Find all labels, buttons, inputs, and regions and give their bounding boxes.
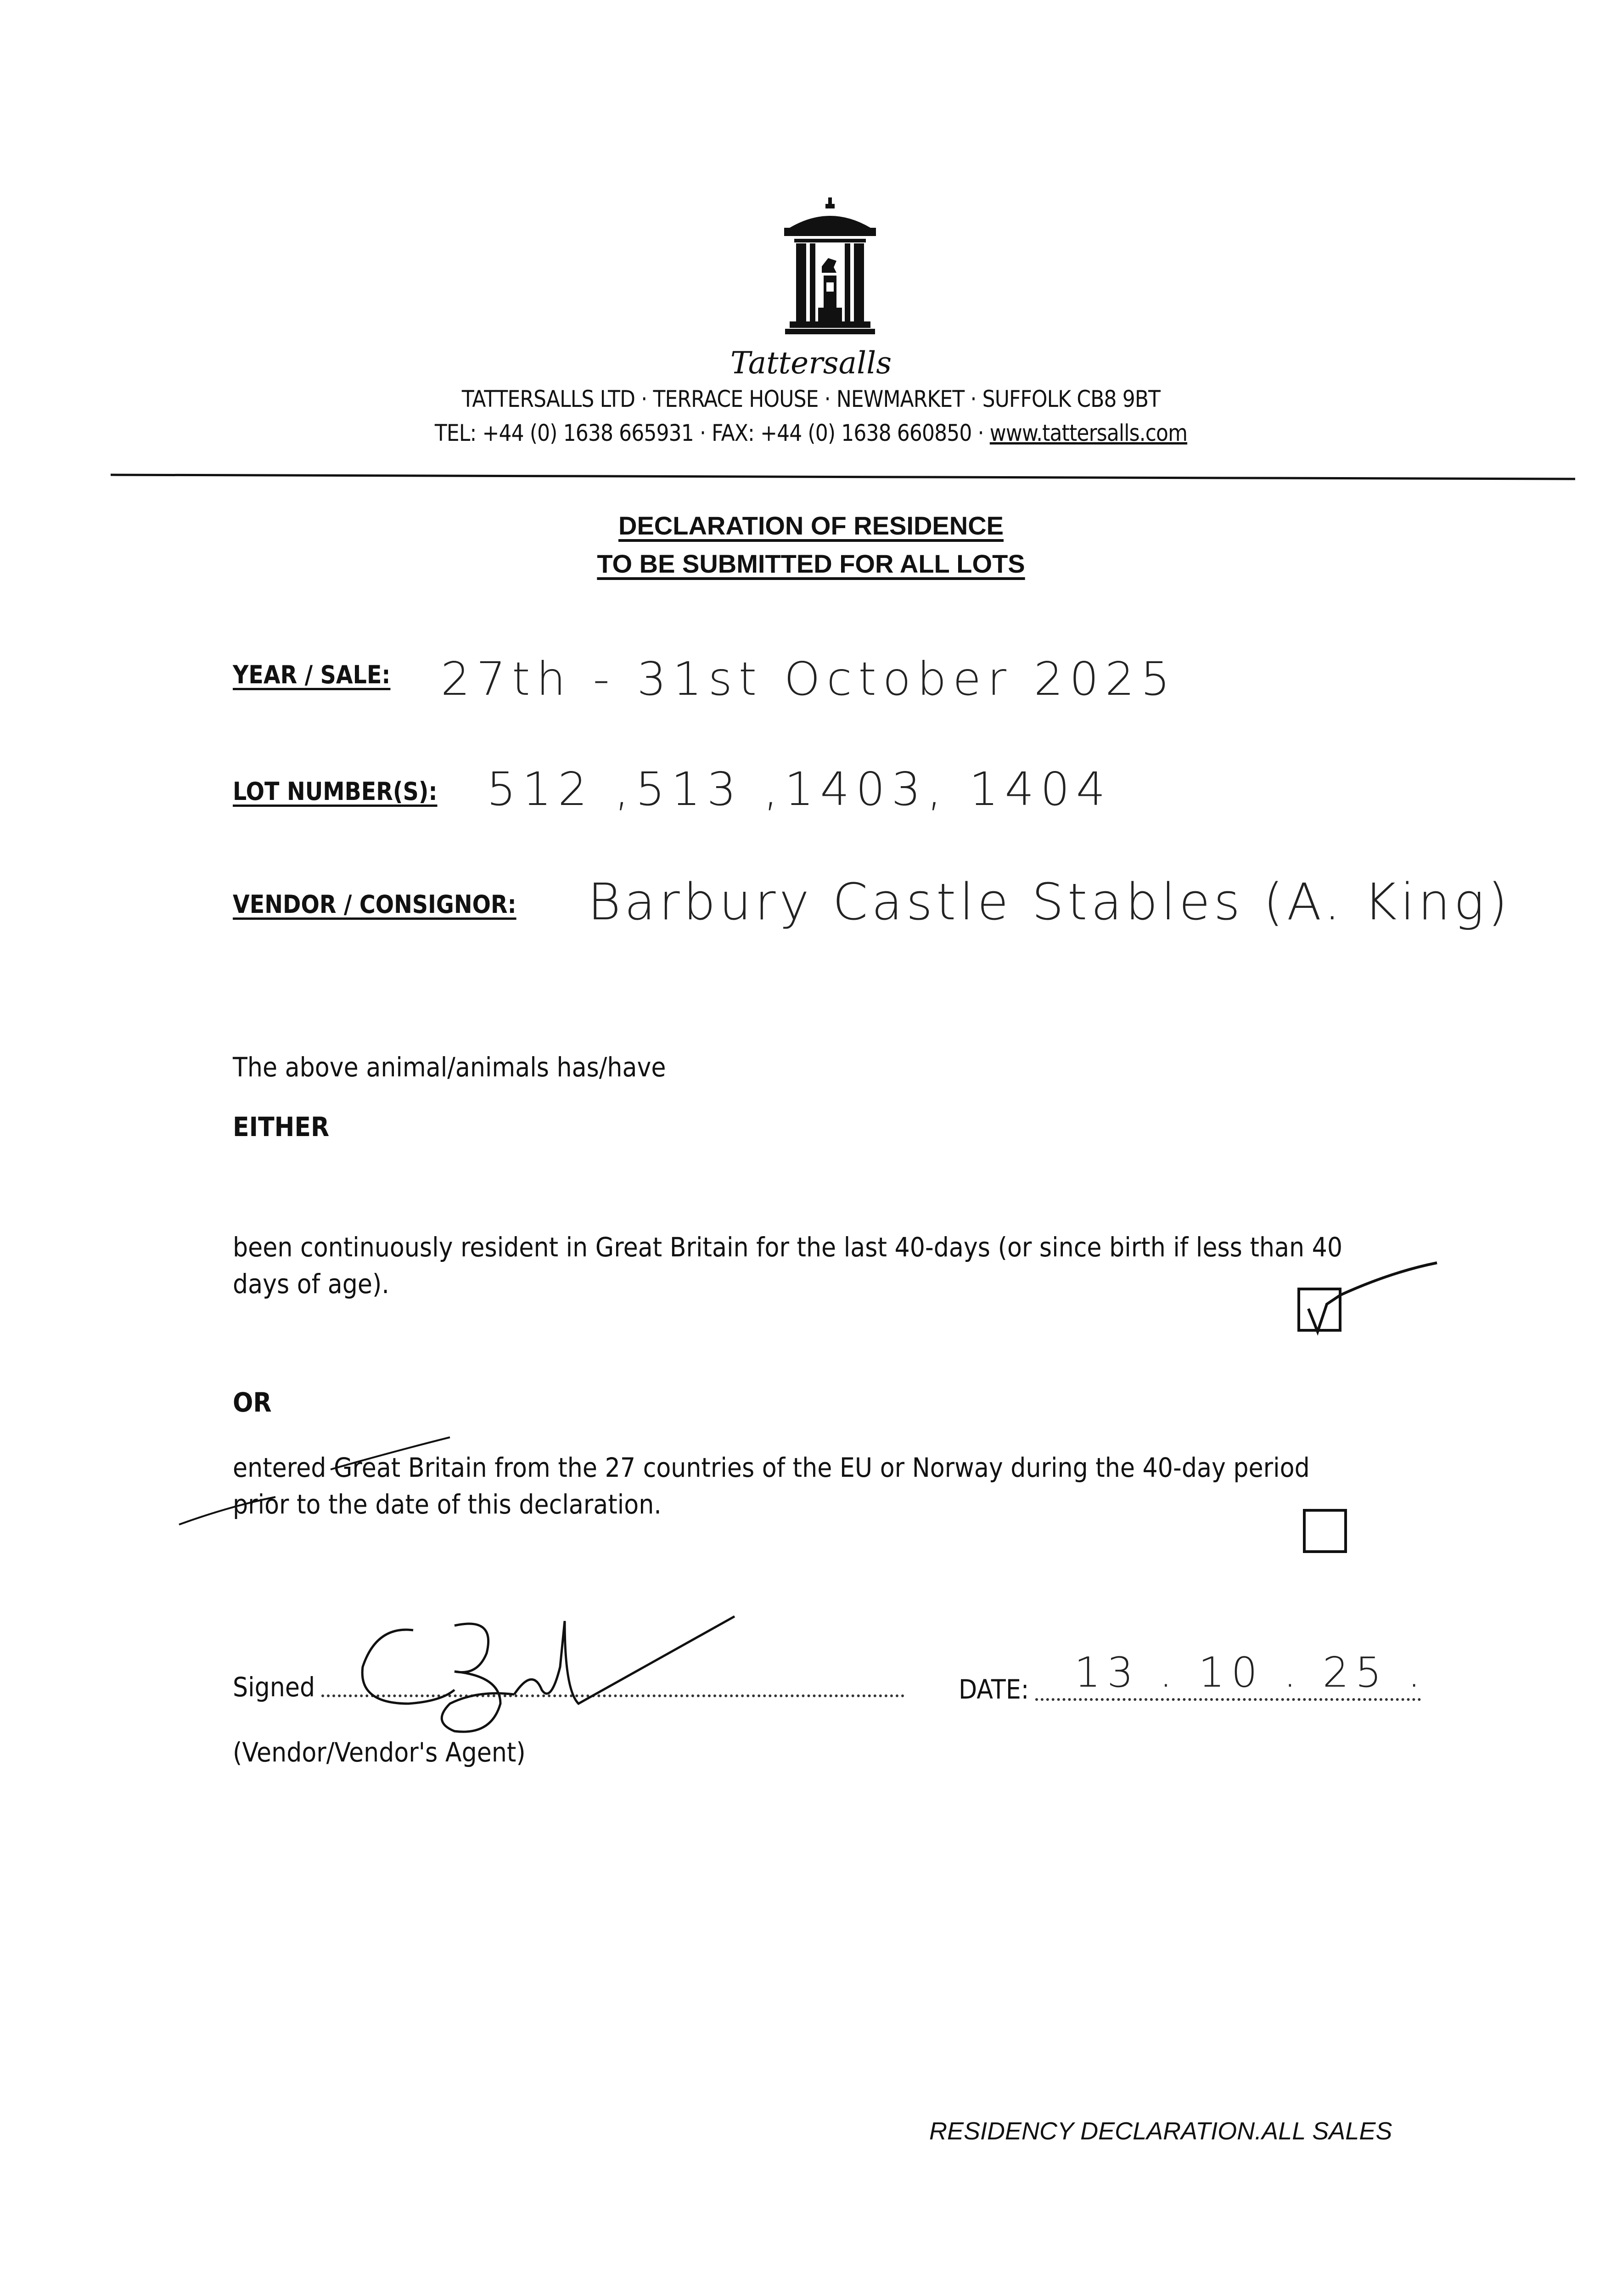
vendor-label: VENDOR / CONSIGNOR: — [233, 890, 516, 919]
year-sale-label: YEAR / SALE: — [233, 660, 391, 689]
strike-through-marks — [174, 1424, 468, 1534]
option1-text-line1: been continuously resident in Great Britain for the last 40-days (or since birth if less than 40 — [233, 1232, 1343, 1263]
header-divider — [111, 474, 1575, 480]
either-label: EITHER — [233, 1111, 330, 1142]
brand-name: Tattersalls — [730, 345, 892, 381]
option2-text-line1: entered Great Britain from the 27 countries of the EU or Norway during the 40-day period — [233, 1452, 1310, 1483]
date-line — [1035, 1698, 1421, 1701]
intro-text: The above animal/animals has/have — [233, 1052, 666, 1083]
website-link[interactable]: www.tattersalls.com — [989, 420, 1188, 446]
vendor-value[interactable]: Barbury Castle Stables (A. King) — [588, 872, 1511, 931]
signed-label: Signed — [233, 1671, 315, 1703]
document-title: DECLARATION OF RESIDENCE — [618, 511, 1004, 540]
temple-rotunda-logo-icon — [780, 197, 880, 340]
date-value[interactable]: 13 . 10 . 25 . — [1074, 1649, 1427, 1697]
handwritten-signature[interactable] — [349, 1598, 744, 1745]
signer-role: (Vendor/Vendor's Agent) — [233, 1737, 526, 1768]
date-label: DATE: — [959, 1674, 1029, 1705]
or-label: OR — [233, 1387, 272, 1418]
document-subtitle: TO BE SUBMITTED FOR ALL LOTS — [597, 549, 1025, 578]
checkmark-icon — [1299, 1254, 1446, 1345]
option1-text-line2: days of age). — [233, 1268, 389, 1300]
option2-checkbox[interactable] — [1303, 1509, 1347, 1553]
year-sale-value[interactable]: 27th - 31st October 2025 — [441, 652, 1177, 706]
option2-text-line2: prior to the date of this declaration. — [233, 1489, 662, 1520]
company-address: TATTERSALLS LTD · TERRACE HOUSE · NEWMARKET · SUFFOLK CB8 9BT — [461, 386, 1161, 412]
lot-numbers-label: LOT NUMBER(S): — [233, 777, 438, 806]
contact-numbers: TEL: +44 (0) 1638 665931 · FAX: +44 (0) 1638 660850 · — [434, 420, 990, 446]
contact-line — [97, 420, 1525, 446]
footer-form-reference: RESIDENCY DECLARATION.ALL SALES — [929, 2117, 1392, 2145]
lot-numbers-value[interactable]: 512 ,513 ,1403, 1404 — [487, 762, 1112, 816]
